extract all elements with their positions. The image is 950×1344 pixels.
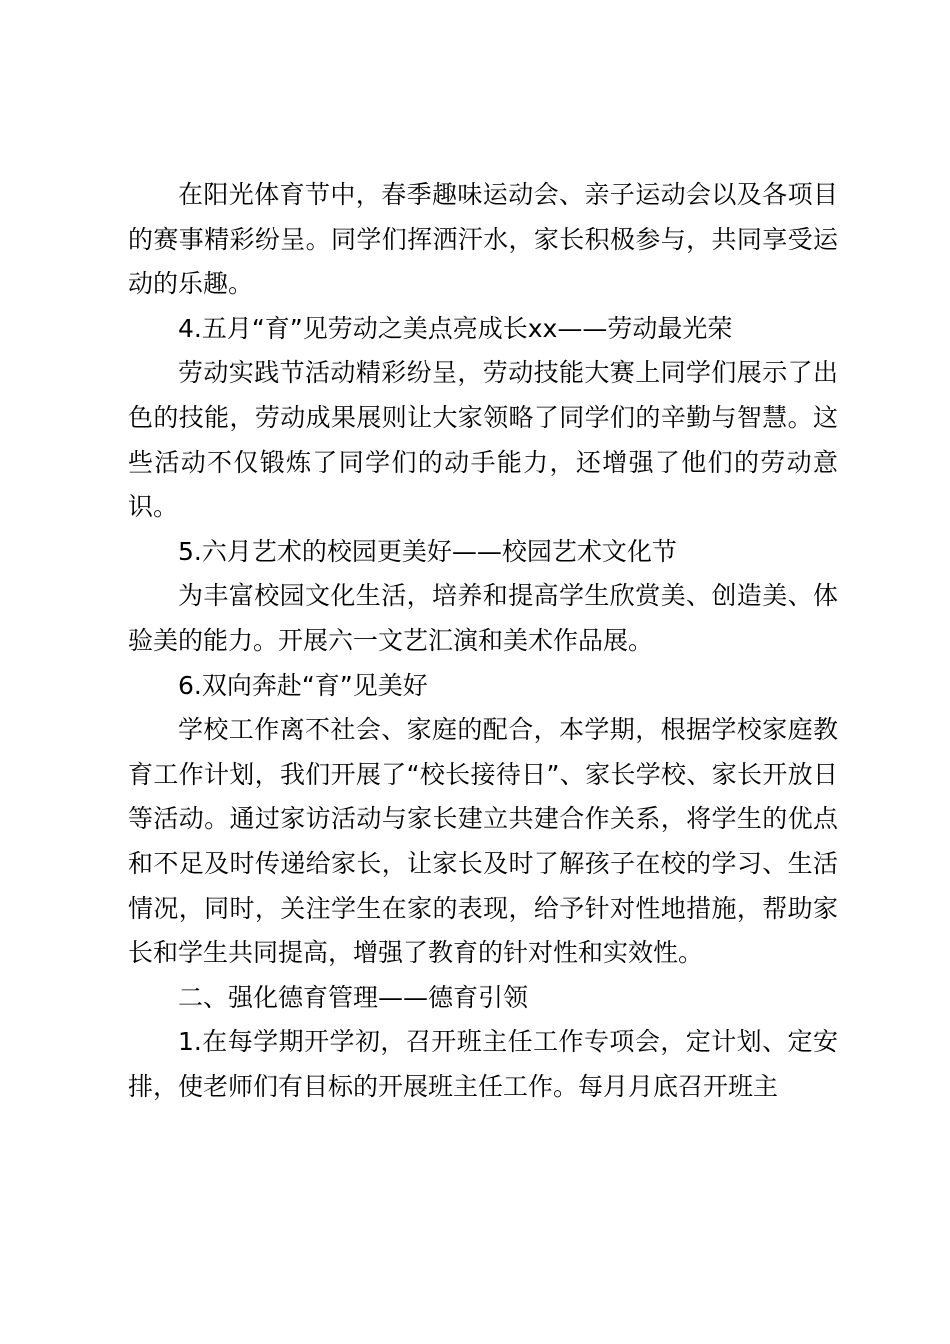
paragraph-class-teacher-meeting: 1.在每学期开学初，召开班主任工作专项会，定计划、定安排，使老师们有目标的开展班主任工作。每月月底召开班主 (128, 1027, 838, 1101)
document-body (128, 173, 838, 1109)
heading-moral-education: 二、强化德育管理——德育引领 (178, 982, 529, 1012)
paragraph-labor-practice: 劳动实践节活动精彩纷呈，劳动技能大赛上同学们展示了出色的技能，劳动成果展则让大家领略了同学们的辛勤与智慧。这些活动不仅锻炼了同学们的动手能力，还增强了他们的劳动意识。 (128, 358, 838, 522)
heading-labor-month: 4.五月“育”见劳动之美点亮成长xx——劳动最光荣 (178, 313, 733, 343)
paragraph-art-culture: 为丰富校园文化生活，培养和提高学生欣赏美、创造美、体验美的能力。开展六一文艺汇演和美术作品展。 (128, 581, 838, 655)
paragraph-home-school: 学校工作离不社会、家庭的配合，本学期，根据学校家庭教育工作计划，我们开展了“校长接待日”、家长学校、家长开放日等活动。通过家访活动与家长建立共建合作关系，将学生的优点和不足及时传递给家长，让家长及时了解孩子在校的学习、生活情况，同时，关注学生在家的表现，给予针对性地措施，帮助家长和学生共同提高，增强了教育的针对性和实效性。 (128, 715, 838, 968)
heading-art-festival: 5.六月艺术的校园更美好——校园艺术文化节 (178, 536, 677, 566)
paragraph-sports-festival: 在阳光体育节中，春季趣味运动会、亲子运动会以及各项目的赛事精彩纷呈。同学们挥洒汗水，家长积极参与，共同享受运动的乐趣。 (128, 180, 838, 299)
heading-home-school: 6.双向奔赴“育”见美好 (178, 670, 428, 700)
